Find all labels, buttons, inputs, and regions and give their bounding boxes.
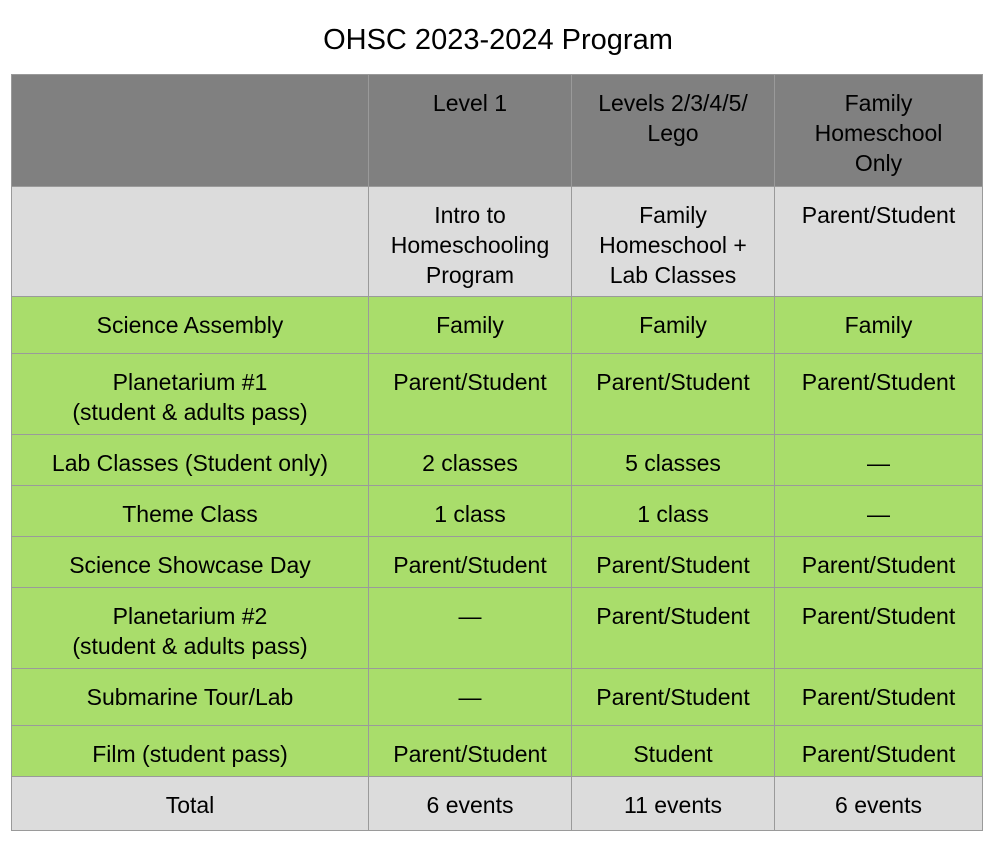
table-cell: Student (572, 726, 775, 777)
table-cell: Parent/Student (775, 354, 983, 435)
event-name-cell: Film (student pass) (12, 726, 369, 777)
event-name-cell: Planetarium #2 (student & adults pass) (12, 588, 369, 669)
table-cell: Parent/Student (775, 669, 983, 726)
table-cell: 1 class (572, 486, 775, 537)
table-row (12, 435, 983, 486)
table-cell: Parent/Student (572, 537, 775, 588)
table-cell: — (369, 669, 572, 726)
table-row (12, 354, 983, 435)
table-cell: Parent/Student (572, 354, 775, 435)
table-cell: — (775, 435, 983, 486)
event-name-cell: Planetarium #1 (student & adults pass) (12, 354, 369, 435)
table-cell: Family (369, 297, 572, 354)
table-cell: — (775, 486, 983, 537)
total-cell-family-homeschool-only: 6 events (775, 777, 983, 831)
table-cell: — (369, 588, 572, 669)
table-cell: Parent/Student (572, 669, 775, 726)
event-name-cell: Science Assembly (12, 297, 369, 354)
table-row (12, 669, 983, 726)
page-title: OHSC 2023-2024 Program (323, 24, 673, 56)
event-name-cell: Submarine Tour/Lab (12, 669, 369, 726)
header-cell-family-homeschool-only: Family Homeschool Only (775, 75, 983, 187)
subheader-cell-levels-2-5-lego: Family Homeschool + Lab Classes (572, 187, 775, 297)
table-row (12, 537, 983, 588)
event-name-cell: Lab Classes (Student only) (12, 435, 369, 486)
subheader-corner-cell (12, 187, 369, 297)
header-cell-level-1: Level 1 (369, 75, 572, 187)
program-table (11, 74, 983, 831)
header-row (12, 75, 983, 187)
total-row (12, 777, 983, 831)
subheader-cell-family-homeschool-only: Parent/Student (775, 187, 983, 297)
table-cell: 1 class (369, 486, 572, 537)
table-cell: Parent/Student (369, 537, 572, 588)
table-cell: 2 classes (369, 435, 572, 486)
header-cell-levels-2-5-lego: Levels 2/3/4/5/ Lego (572, 75, 775, 187)
total-cell-levels-2-5-lego: 11 events (572, 777, 775, 831)
table-cell: Parent/Student (369, 354, 572, 435)
table-cell: Family (572, 297, 775, 354)
table-cell: Parent/Student (572, 588, 775, 669)
table-row (12, 297, 983, 354)
subheader-cell-level-1: Intro to Homeschooling Program (369, 187, 572, 297)
event-name-cell: Theme Class (12, 486, 369, 537)
subheader-row (12, 187, 983, 297)
event-name-cell: Science Showcase Day (12, 537, 369, 588)
table-cell: 5 classes (572, 435, 775, 486)
table-cell: Parent/Student (369, 726, 572, 777)
header-corner-cell (12, 75, 369, 187)
table-row (12, 486, 983, 537)
table-cell: Family (775, 297, 983, 354)
table-cell: Parent/Student (775, 726, 983, 777)
total-cell-level-1: 6 events (369, 777, 572, 831)
table-row (12, 588, 983, 669)
total-label-cell: Total (12, 777, 369, 831)
table-row (12, 726, 983, 777)
table-cell: Parent/Student (775, 537, 983, 588)
table-cell: Parent/Student (775, 588, 983, 669)
